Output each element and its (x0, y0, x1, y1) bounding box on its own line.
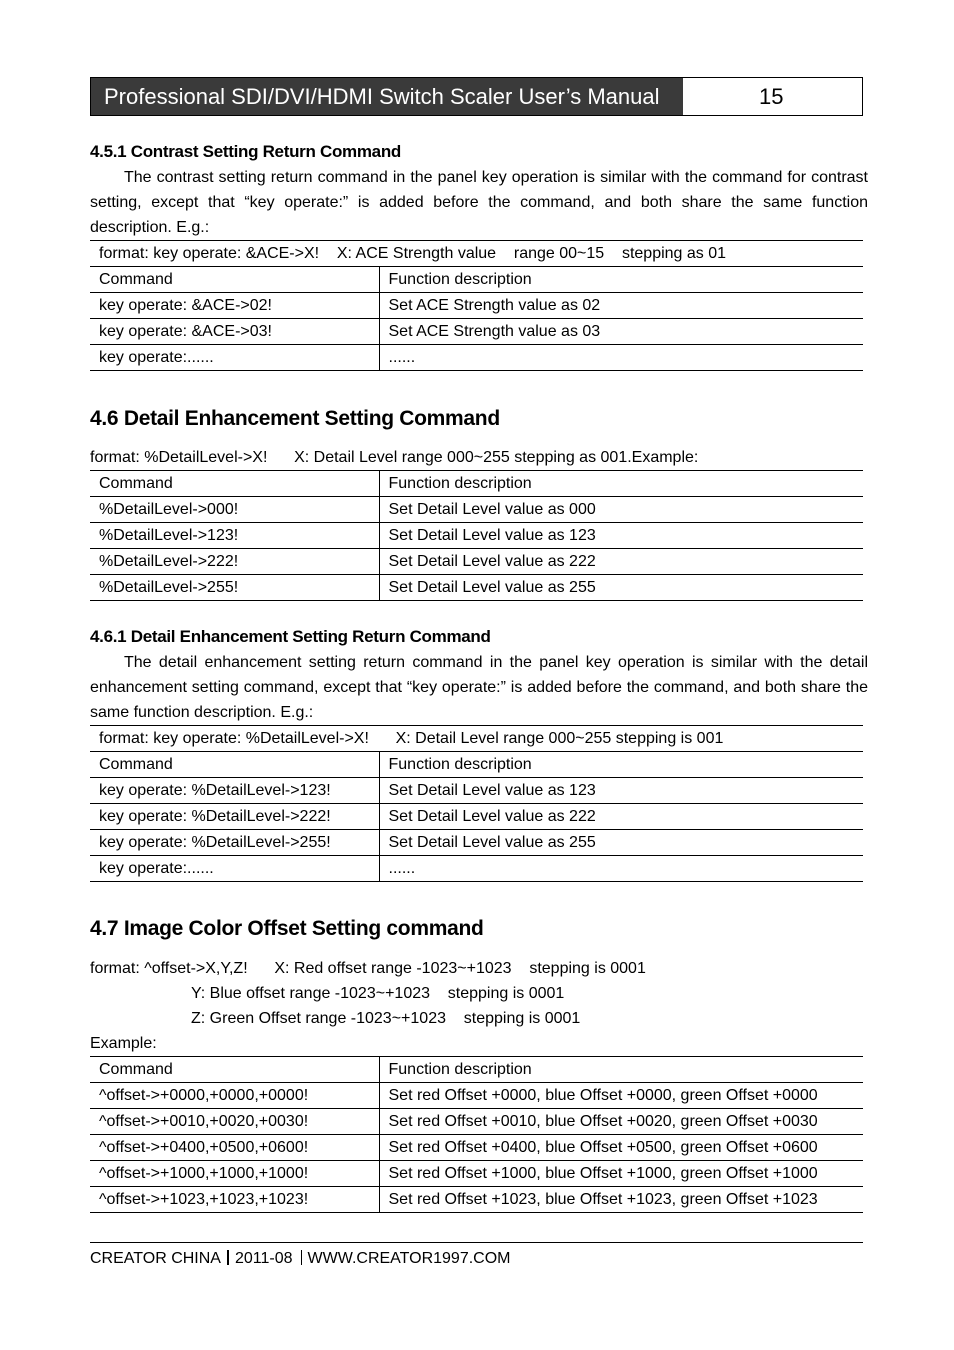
command-cell: key operate:...... (90, 856, 379, 882)
table-row (90, 319, 863, 345)
table-row (90, 523, 863, 549)
table-row (90, 293, 863, 319)
section-heading-4-6-1: 4.6.1 Detail Enhancement Setting Return Command (90, 627, 491, 646)
format-line-4-6: format: %DetailLevel->X! X: Detail Level range 000~255 stepping as 001.Example: (90, 449, 699, 466)
footer-company: CREATOR CHINA (90, 1250, 221, 1267)
table-header-row (90, 1057, 863, 1083)
description-cell: ...... (379, 856, 863, 882)
column-header-command: Command (90, 1057, 379, 1083)
description-cell: Set ACE Strength value as 02 (379, 293, 863, 319)
table-row (90, 830, 863, 856)
command-cell: key operate: %DetailLevel->123! (90, 778, 379, 804)
command-cell: ^offset->+1023,+1023,+1023! (90, 1187, 379, 1213)
table-detail-level (90, 470, 863, 601)
column-header-description: Function description (379, 267, 863, 293)
footer-website: WWW.CREATOR1997.COM (307, 1250, 511, 1267)
section-heading-4-5-1: 4.5.1 Contrast Setting Return Command (90, 142, 401, 161)
command-cell: key operate: %DetailLevel->255! (90, 830, 379, 856)
table-row (90, 345, 863, 371)
command-cell: key operate: &ACE->02! (90, 293, 379, 319)
footer-divider (90, 1242, 863, 1243)
description-cell: Set Detail Level value as 123 (379, 523, 863, 549)
command-cell: ^offset->+0400,+0500,+0600! (90, 1135, 379, 1161)
footer-separator (301, 1250, 302, 1265)
example-label: Example: (90, 1035, 157, 1052)
table-row (90, 1161, 863, 1187)
table-format-row: format: key operate: %DetailLevel->X! X: Detail Level range 000~255 stepping is 001 (90, 726, 863, 752)
page-number: 15 (759, 84, 784, 109)
column-header-command: Command (90, 471, 379, 497)
format-line-y: Y: Blue offset range -1023~+1023 stepping is 0001 (191, 985, 565, 1002)
manual-title: Professional SDI/DVI/HDMI Switch Scaler User’s Manual (91, 78, 683, 115)
description-cell: Set Detail Level value as 255 (379, 830, 863, 856)
command-cell: ^offset->+0010,+0020,+0030! (90, 1109, 379, 1135)
table-row (90, 1187, 863, 1213)
table-row (90, 804, 863, 830)
table-header-row (90, 752, 863, 778)
table-header-row (90, 267, 863, 293)
table-format-row: format: key operate: &ACE->X! X: ACE Strength value range 00~15 stepping as 01 (90, 241, 863, 267)
page-footer (90, 1248, 511, 1270)
footer-separator (227, 1250, 229, 1265)
description-cell: Set Detail Level value as 222 (379, 804, 863, 830)
description-cell: Set red Offset +0010, blue Offset +0020, green Offset +0030 (379, 1109, 863, 1135)
command-cell: ^offset->+1000,+1000,+1000! (90, 1161, 379, 1187)
format-line-z: Z: Green Offset range -1023~+1023 stepping is 0001 (191, 1010, 581, 1027)
column-header-description: Function description (379, 752, 863, 778)
description-cell: Set Detail Level value as 123 (379, 778, 863, 804)
description-cell: Set Detail Level value as 222 (379, 549, 863, 575)
table-row (90, 1109, 863, 1135)
footer-date: 2011-08 (234, 1250, 293, 1267)
section-intro-4-6-1: The detail enhancement setting return command in the panel key operation is similar with the detail enhancement setting command, except that “key operate:” is added before the command, and both share the same function description. E.g.: (90, 654, 868, 721)
table-row (90, 575, 863, 601)
table-detail-level-return (90, 725, 863, 882)
description-cell: Set red Offset +1000, blue Offset +1000, green Offset +1000 (379, 1161, 863, 1187)
table-ace (90, 240, 863, 371)
table-row (90, 778, 863, 804)
command-cell: %DetailLevel->123! (90, 523, 379, 549)
description-cell: Set ACE Strength value as 03 (379, 319, 863, 345)
table-row (90, 1083, 863, 1109)
command-cell: %DetailLevel->000! (90, 497, 379, 523)
command-cell: key operate: %DetailLevel->222! (90, 804, 379, 830)
description-cell: Set red Offset +0400, blue Offset +0500, green Offset +0600 (379, 1135, 863, 1161)
table-color-offset (90, 1056, 863, 1213)
command-cell: %DetailLevel->255! (90, 575, 379, 601)
format-line-x: format: ^offset->X,Y,Z! X: Red offset range -1023~+1023 stepping is 0001 (90, 960, 646, 977)
column-header-description: Function description (379, 471, 863, 497)
column-header-description: Function description (379, 1057, 863, 1083)
column-header-command: Command (90, 267, 379, 293)
description-cell: Set Detail Level value as 255 (379, 575, 863, 601)
command-cell: key operate:...... (90, 345, 379, 371)
table-row (90, 856, 863, 882)
command-cell: %DetailLevel->222! (90, 549, 379, 575)
description-cell: Set red Offset +1023, blue Offset +1023, green Offset +1023 (379, 1187, 863, 1213)
description-cell: Set Detail Level value as 000 (379, 497, 863, 523)
table-row (90, 1135, 863, 1161)
description-cell: ...... (379, 345, 863, 371)
table-row (90, 497, 863, 523)
table-row (90, 549, 863, 575)
command-cell: key operate: &ACE->03! (90, 319, 379, 345)
table-header-row (90, 471, 863, 497)
description-cell: Set red Offset +0000, blue Offset +0000, green Offset +0000 (379, 1083, 863, 1109)
section-intro-4-5-1: The contrast setting return command in the panel key operation is similar with the command for contrast setting, except that “key operate:” is added before the command, and both share the same function description. E.g.: (90, 169, 868, 236)
page-header (90, 77, 863, 116)
column-header-command: Command (90, 752, 379, 778)
section-heading-4-6: 4.6 Detail Enhancement Setting Command (90, 407, 500, 430)
section-heading-4-7: 4.7 Image Color Offset Setting command (90, 917, 484, 940)
command-cell: ^offset->+0000,+0000,+0000! (90, 1083, 379, 1109)
